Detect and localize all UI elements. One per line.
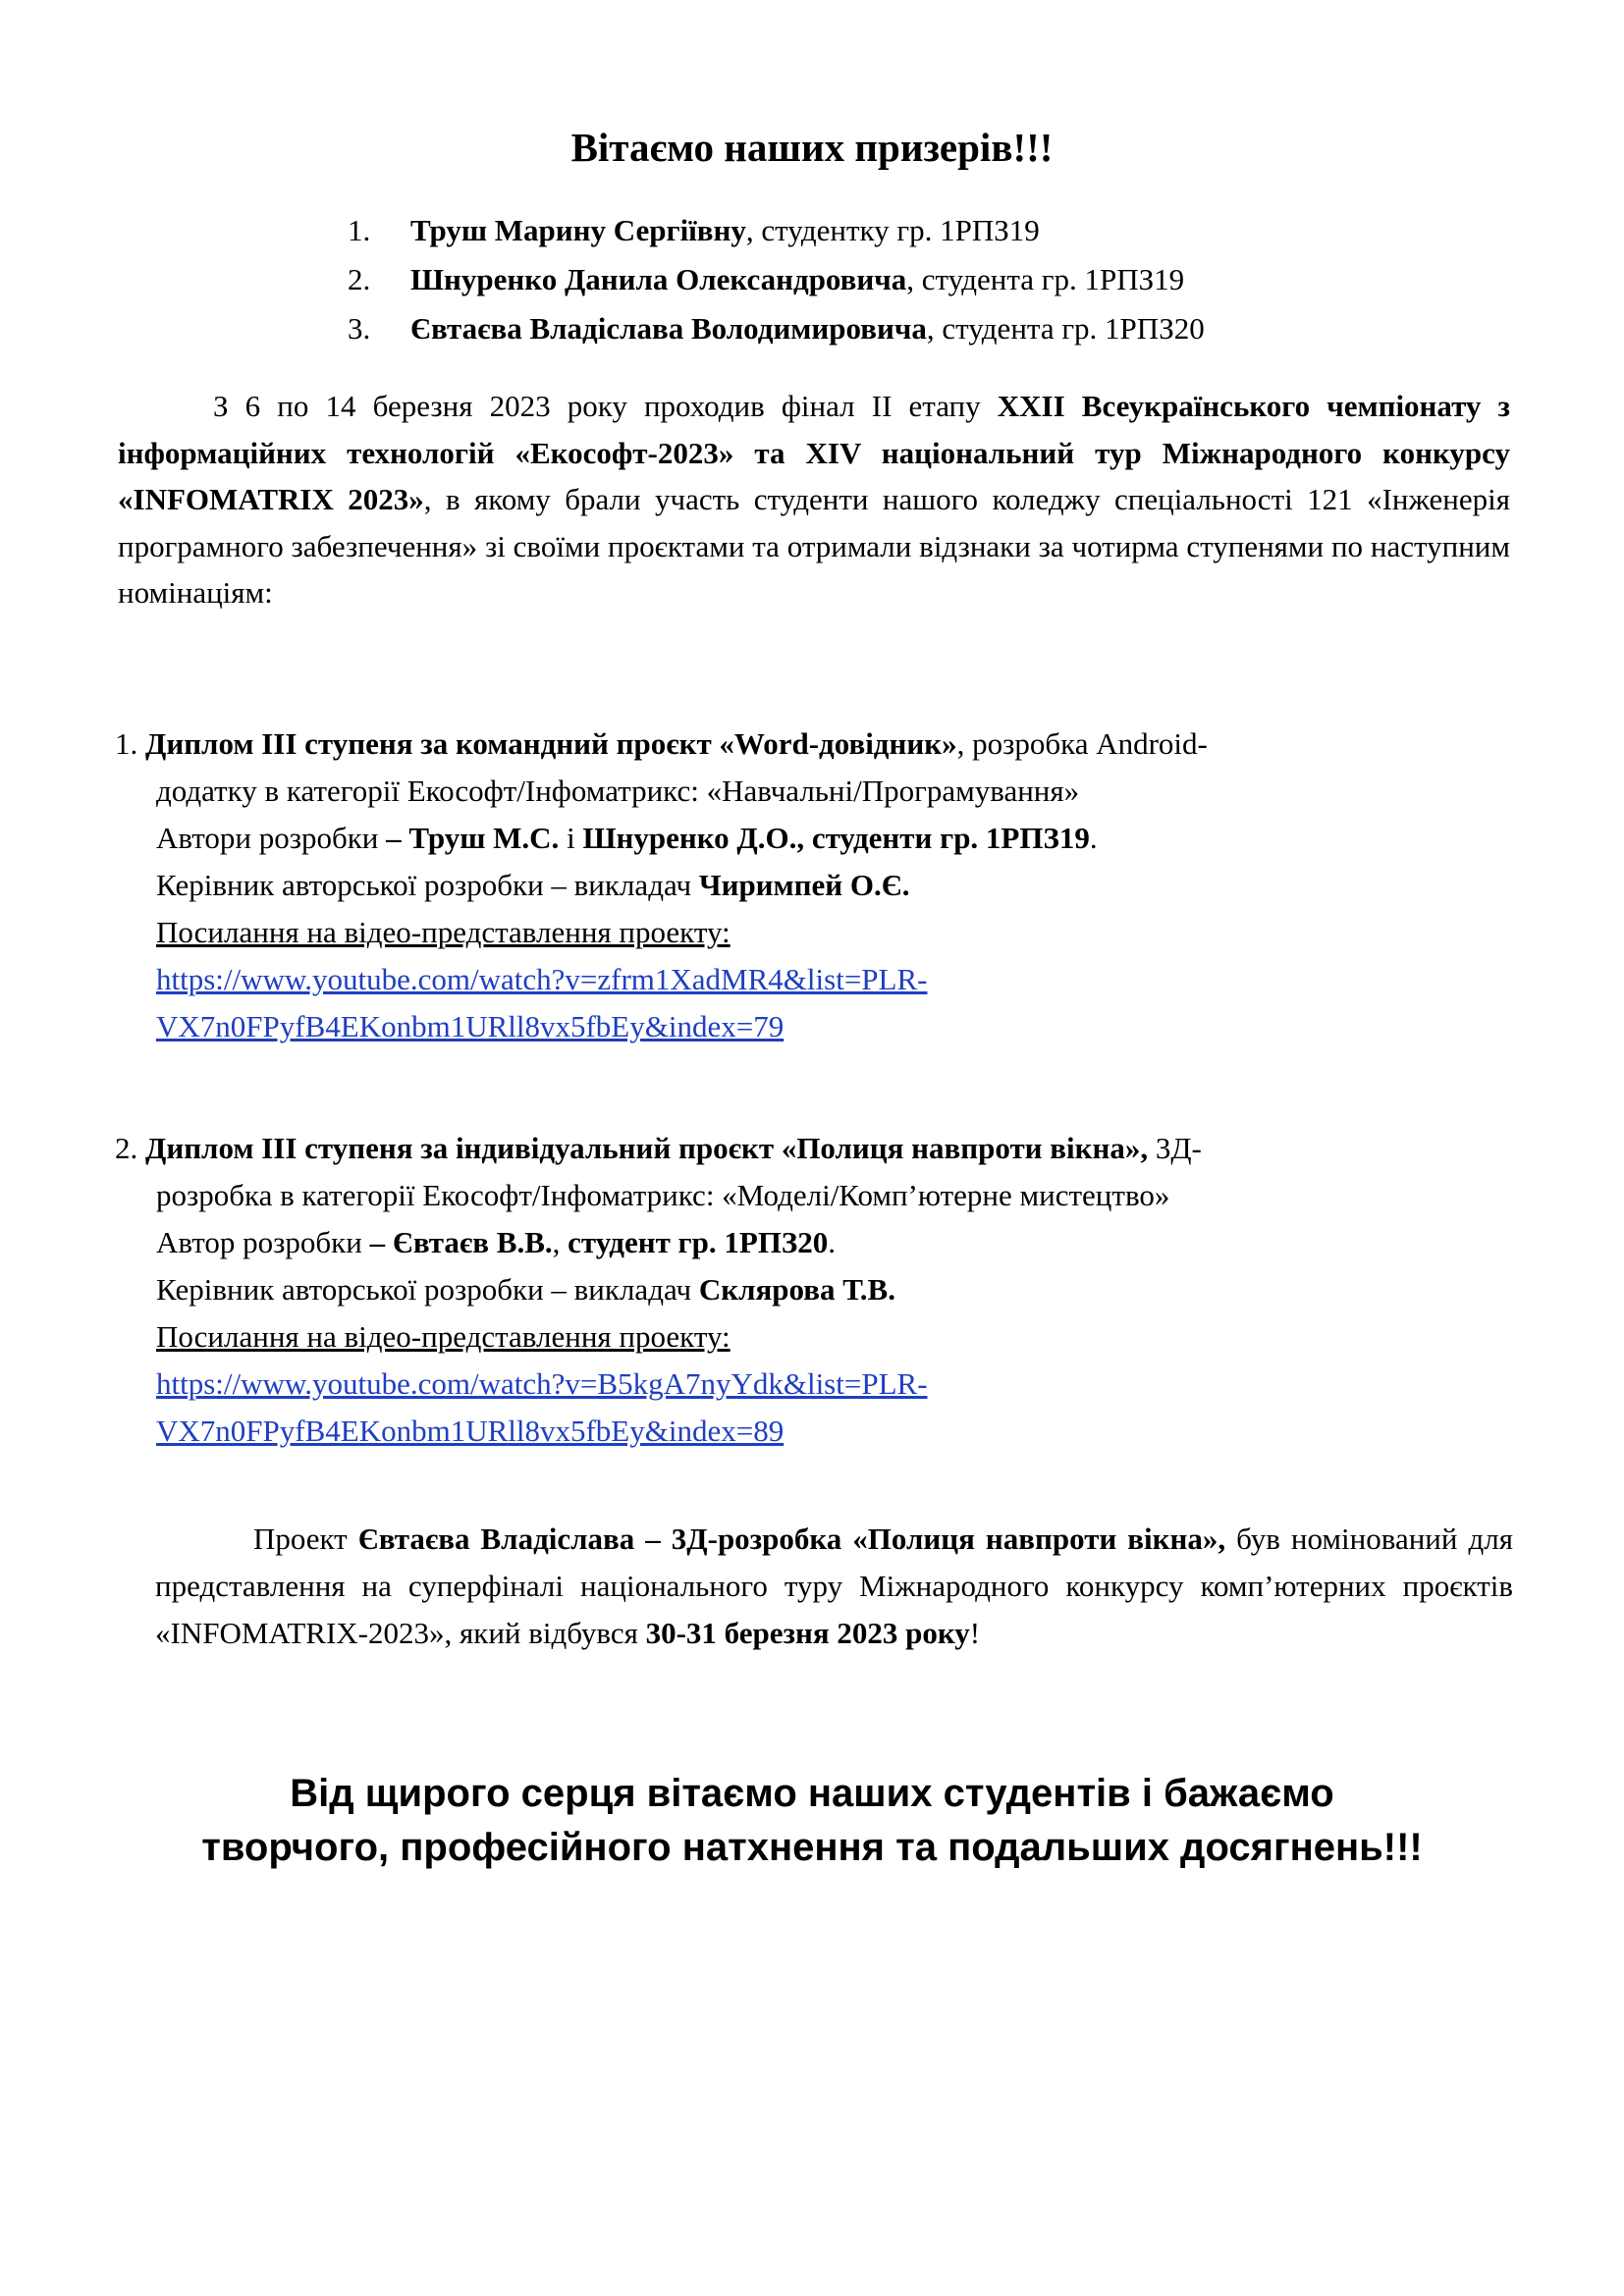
award-title: Диплом ІІІ ступеня за індивідуальний проєкт «Полиця навпроти вікна», [145,1131,1149,1165]
award-block-1: 1. Диплом ІІІ ступеня за командний проєкт «Word-довідник», розробка Android- додатку в категорії Екософт/Інфоматрикс: «Навчальні/Програмування» Автори розробки – Труш М.С. і Шнуренко Д.О., студенти гр. 1РПЗ19. Керівник авторської розробки – викладач Чиримпей О.Є. Посилання на відео-представлення проекту: https://www.youtube.com/watch?v=zfrm1XadMR4&list=PLR- VX7n0FPyfB4EKonbm1URll8vx5fbEy&index=79 [115,721,1514,1050]
supervisor-line: Керівник авторської розробки – викладач Чиримпей О.Є. [156,868,910,902]
winner-name: Євтаєва Владіслава Володимировича [410,311,927,346]
authors-line: Автор розробки – Євтаєв В.В., студент гр. 1РПЗ20. [156,1225,837,1259]
award-title: Диплом ІІІ ступеня за командний проєкт «Word-довідник» [145,726,957,761]
list-item: 2. Шнуренко Данила Олександровича, студента гр. 1РПЗ19 [348,262,1185,296]
video-label: Посилання на відео-представлення проекту: [156,915,731,949]
winners-list [348,206,1205,353]
video-link[interactable]: https://www.youtube.com/watch?v=B5kgA7nyYdk&list=PLR- VX7n0FPyfB4EKonbm1URll8vx5fbEy&index=89 [156,1366,928,1448]
page-title: Вітаємо наших призерів!!! [570,125,1054,170]
winner-name: Труш Марину Сергіївну [410,213,746,247]
video-label: Посилання на відео-представлення проекту: [156,1319,731,1354]
authors-line: Автори розробки – Труш М.С. і Шнуренко Д.О., студенти гр. 1РПЗ19. [156,821,1098,855]
list-item: 3. Євтаєва Владіслава Володимировича, студента гр. 1РПЗ20 [348,311,1205,346]
closing-message: Від щирого серця вітаємо наших студентів і бажаємо творчого, професійного натхнення та подальших досягнень!!! [201,1772,1423,1869]
supervisor-line: Керівник авторської розробки – викладач Склярова Т.В. [156,1272,895,1307]
winner-name: Шнуренко Данила Олександровича [410,262,907,296]
video-link[interactable]: https://www.youtube.com/watch?v=zfrm1XadMR4&list=PLR- VX7n0FPyfB4EKonbm1URll8vx5fbEy&index=79 [156,962,928,1043]
award-block-2: 2. Диплом ІІІ ступеня за індивідуальний проєкт «Полиця навпроти вікна», 3Д- розробка в категорії Екософт/Інфоматрикс: «Моделі/Комп’ютерне мистецтво» Автор розробки – Євтаєв В.В., студент гр. 1РПЗ20. Керівник авторської розробки – викладач Склярова Т.В. Посилання на відео-представлення проекту: https://www.youtube.com/watch?v=B5kgA7nyYdk&list=PLR- VX7n0FPyfB4EKonbm1URll8vx5fbEy&index=89 [115,1125,1514,1455]
list-item: 1. Труш Марину Сергіївну, студентку гр. 1РПЗ19 [348,213,1040,247]
intro-paragraph: З 6 по 14 березня 2023 року проходив фінал ІІ етапу ХХІІ Всеукраїнського чемпіонату з інформаційних технологій «Екософт-2023» та ХІV національний тур Міжнародного конкурсу «INFOMATRIX 2023», в якому брали участь студенти нашого коледжу спеціальності 121 «Інженерія програмного забезпечення» зі своїми проєктами та отримали відзнаки за чотирма ступенями по наступним номінаціям: [118,389,1511,610]
nomination-paragraph: Проект Євтаєва Владіслава – 3Д-розробка «Полиця навпроти вікна», був номінований для представлення на суперфіналі національного туру Міжнародного конкурсу комп’ютерних проєктів «INFOMATRIX-2023», який відбувся 30-31 березня 2023 року! [155,1522,1513,1650]
